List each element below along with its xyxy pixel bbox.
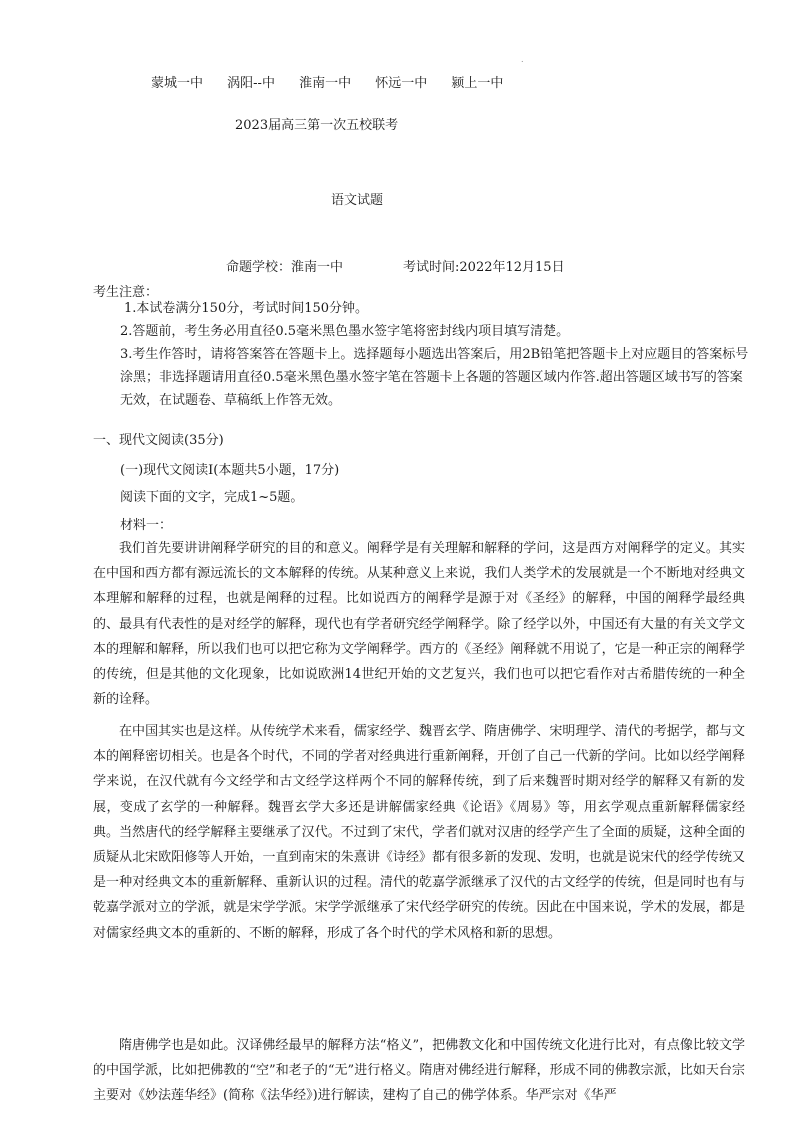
notes-title: 考生注意： [93, 285, 159, 300]
exam-title: 2023届高三第一次五校联考 [235, 118, 399, 133]
reading-instruction: 阅读下面的文字，完成1~5题。 [120, 490, 304, 505]
subject-title: 语文试题 [331, 193, 384, 208]
school-name: 怀远一中 [375, 76, 428, 91]
subsection-title: (一)现代文阅读Ⅰ(本题共5小题，17分) [120, 463, 340, 478]
note-item: 3.考生作答时，请将答案答在答题卡上。选择题每小题选出答案后，用2B铅笔把答题卡上对应题目的答案标号涂黑；非选择题请用直径0.5毫米黑色墨水签字笔在答题卡上各题的答题区域内作答.超出答题区域书写的答案无效，在试题卷、草稿纸上作答无效。 [120, 347, 749, 408]
passage-paragraph: 我们首先要讲讲阐释学研究的目的和意义。阐释学是有关理解和解释的学问，这是西方对阐释学的定义。其实在中国和西方都有源远流长的文本解释的传统。从某种意义上来说，我们人类学术的发展就是一个不断地对经典文本理解和解释的过程，也就是阐释的过程。比如说西方的阐释学是源于对《圣经》的解释，中国的阐释学最经典的、最具有代表性的是对经学的解释，现代也有学者研究经学阐释学。除了经学以外，中国还有大量的有关文学文本的理解和解释，所以我们也可以把它称为文学阐释学。西方的《圣经》阐释就不用说了，它是一种正宗的阐释学的传统，但是其他的文化现象，比如说欧洲14世纪开始的文艺复兴，我们也可以把它看作对古希腊传统的一种全新的诠释。 [93, 541, 745, 708]
school-name: 颍上一中 [451, 76, 504, 91]
school-name: 涡阳--中 [227, 76, 275, 91]
school-name: 淮南一中 [299, 76, 352, 91]
note-item: 1.本试卷满分150分，考试时间150分钟。 [124, 301, 369, 316]
passage-paragraph: 在中国其实也是这样。从传统学术来看，儒家经学、魏晋玄学、隋唐佛学、宋明理学、清代的考据学，都与文本的阐释密切相关。也是各个时代，不同的学者对经典进行重新阐释，开创了自己一代新的学问。比如以经学阐释学来说，在汉代就有今文经学和古文经学这样两个不同的解释传统，到了后来魏晋时期对经学的解释又有新的发展，变成了玄学的一种解释。魏晋玄学大多还是讲解儒家经典《论语》《周易》等，用玄学观点重新解释儒家经典。当然唐代的经学解释主要继承了汉代。不过到了宋代，学者们就对汉唐的经学产生了全面的质疑，这种全面的质疑从北宋欧阳修等人开始，一直到南宋的朱熹讲《诗经》都有很多新的发现、发明，也就是说宋代的经学传统又是一种对经典文本的重新解释、重新认识的过程。清代的乾嘉学派继承了汉代的古文经学的传统，但是同时也有与乾嘉学派对立的学派，就是宋学学派。宋学学派继承了宋代经学研究的传统。因此在中国来说，学术的发展，都是对儒家经典文本的重新的、不断的解释，形成了各个时代的学术风格和新的思想。 [93, 724, 745, 941]
corner-mark: . [521, 55, 524, 64]
school-name: 蒙城一中 [151, 76, 204, 91]
setter-school: 命题学校：淮南一中 [226, 260, 344, 275]
exam-meta [226, 256, 565, 275]
note-item: 2.答题前，考生务必用直径0.5毫米黑色墨水签字笔将密封线内项目填写清楚。 [120, 324, 570, 339]
exam-time: 考试时间:2022年12月15日 [403, 260, 565, 275]
passage-paragraph: 隋唐佛学也是如此。汉译佛经最早的解释方法“格义”，把佛教文化和中国传统文化进行比对，有点像比较文学的中国学派，比如把佛教的“空”和老子的“无”进行格义。隋唐对佛经进行解释，形成不同的佛教宗派，比如天台宗主要对《妙法莲华经》(简称《法华经》)进行解读，建构了自己的佛学体系。华严宗对《华严 [93, 1038, 745, 1104]
material-label: 材料一： [120, 518, 173, 533]
school-list [151, 72, 523, 91]
section-title: 一、现代文阅读(35分) [93, 433, 224, 448]
